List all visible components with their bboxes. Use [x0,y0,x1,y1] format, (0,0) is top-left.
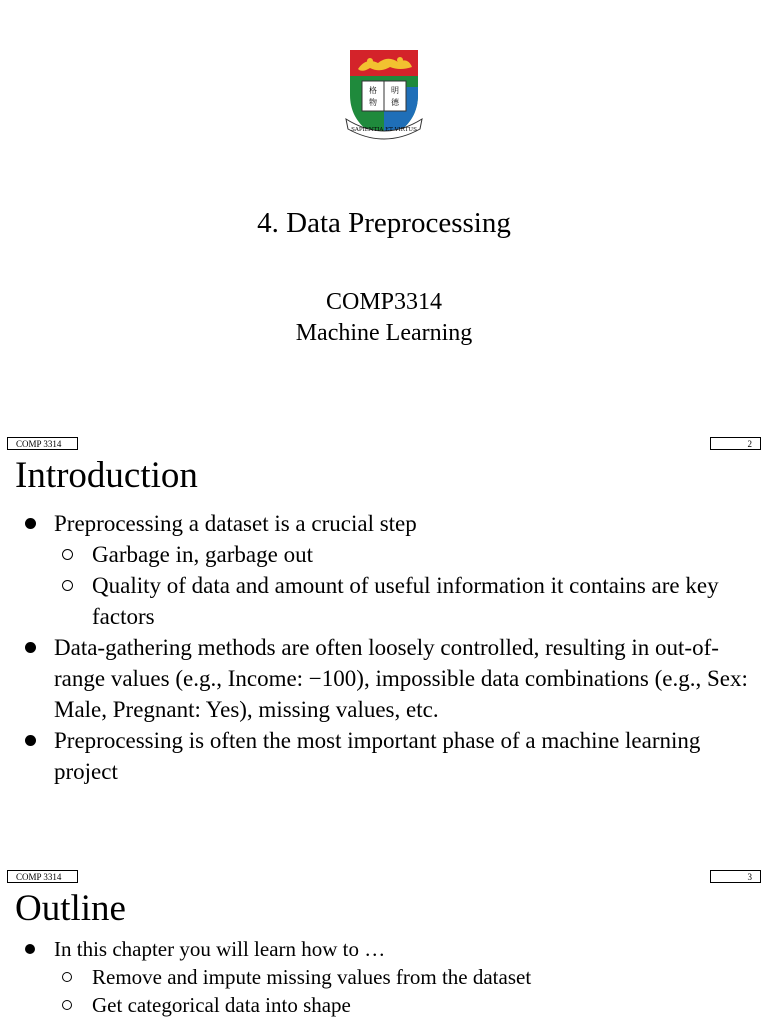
svg-text:格: 格 [369,86,377,95]
bullet-dot-icon [25,518,36,529]
list-item [0,508,768,539]
list-item [0,935,768,963]
course-tag: COMP 3314 [7,870,78,883]
bullet-circle-icon [62,580,73,591]
bullet-list [0,508,768,787]
bullet-text: In this chapter you will learn how to … [54,937,386,961]
bullet-list [0,935,768,1019]
bullet-text: Remove and impute missing values from the dataset [92,965,532,989]
bullet-circle-icon [62,1000,72,1010]
course-tag: COMP 3314 [7,437,78,450]
bullet-dot-icon [25,642,36,653]
outline-slide [0,867,768,1024]
course-name: Machine Learning [295,320,473,346]
list-item [0,539,768,570]
bullet-text: Preprocessing a dataset is a crucial step [54,511,417,536]
list-item [0,725,768,787]
list-item [0,991,768,1019]
list-item [0,963,768,991]
bullet-circle-icon [62,549,73,560]
introduction-slide [0,434,768,867]
page-number: 3 [710,870,761,883]
bullet-dot-icon [25,944,35,954]
bullet-dot-icon [25,735,36,746]
bullet-text: Preprocessing is often the most important phase of a machine learning project [54,728,701,784]
list-item [0,570,768,632]
bullet-text: Garbage in, garbage out [92,542,313,567]
course-code: COMP3314 [325,289,443,315]
slide-title: Introduction [15,455,198,496]
hku-crest-icon [344,47,424,141]
svg-text:物: 物 [369,98,377,107]
bullet-text: Get categorical data into shape [92,993,351,1017]
slide-title: Outline [15,888,126,929]
bullet-text: Quality of data and amount of useful information it contains are key factors [92,573,719,629]
svg-text:德: 德 [391,98,399,107]
list-item [0,632,768,725]
bullet-text: Data-gathering methods are often loosely controlled, resulting in out-of-range values (e.g., Income: −100), impossible data combinations (e.g., Sex: Male, Pregnant: Yes), missing values, etc. [54,635,748,722]
title-slide [0,0,768,434]
slide-title: 4. Data Preprocessing [257,207,511,239]
svg-text:明: 明 [391,86,399,95]
svg-text:SAPIENTIA ET VIRTUS: SAPIENTIA ET VIRTUS [351,127,417,133]
bullet-circle-icon [62,972,72,982]
page-number: 2 [710,437,761,450]
